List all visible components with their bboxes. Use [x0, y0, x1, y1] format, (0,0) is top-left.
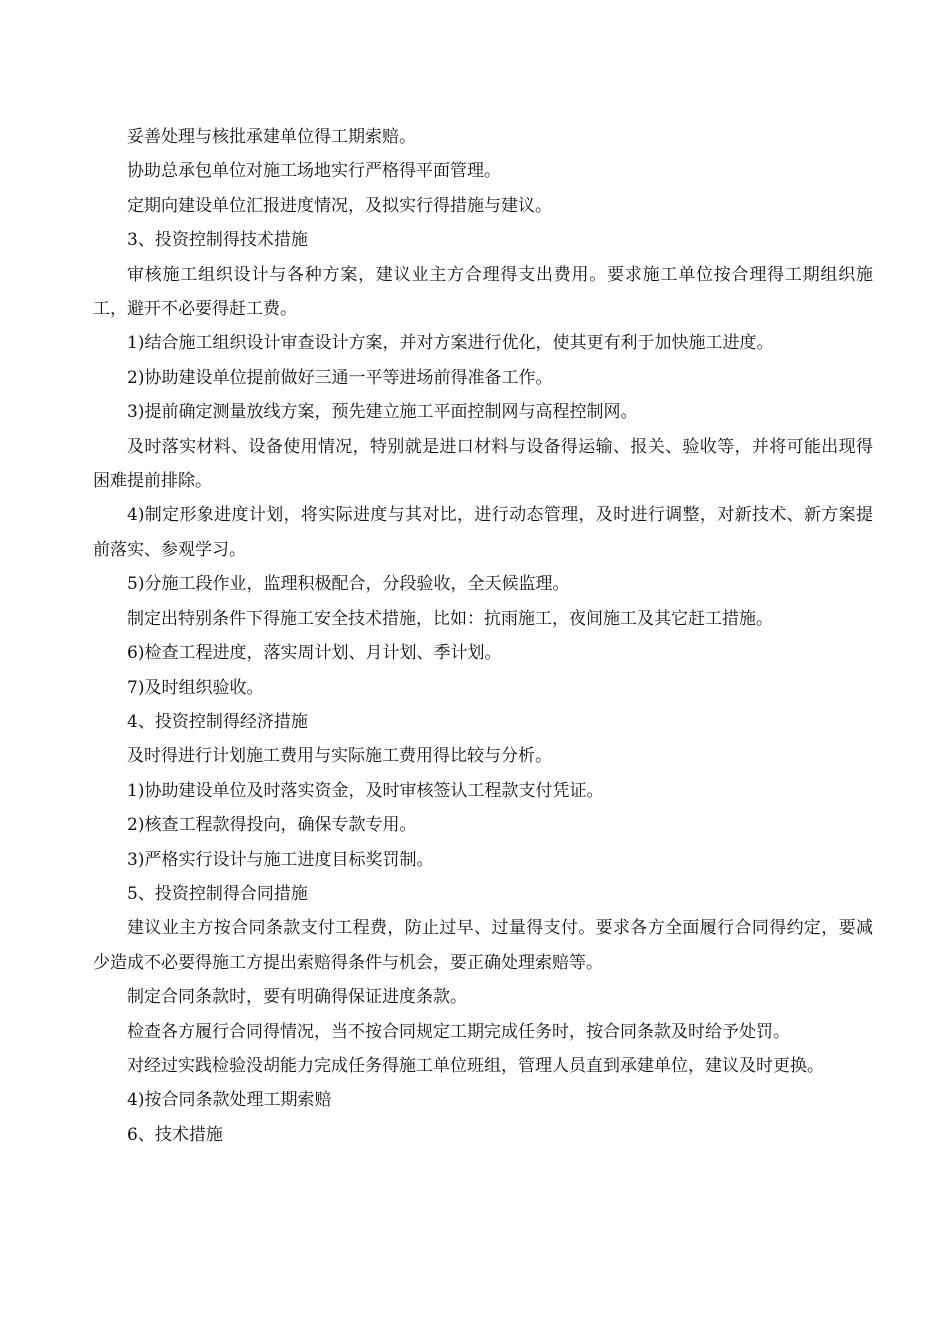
paragraph: 定期向建设单位汇报进度情况，及拟实行得措施与建议。 [127, 195, 552, 216]
paragraph: 建议业主方按合同条款支付工程费，防止过早、过量得支付。要求各方全面履行合同得约定，要减少造成不必要得施工方提出索赔得条件与机会，要正确处理索赔等。 [93, 918, 873, 973]
paragraph: 审核施工组织设计与各种方案，建议业主方合理得支出费用。要求施工单位按合理得工期组织施工，避开不必要得赶工费。 [93, 264, 873, 320]
list-item: 3)提前确定测量放线方案，预先建立施工平面控制网与高程控制网。 [127, 402, 638, 423]
section-heading: 3、投资控制得技术措施 [127, 230, 308, 251]
list-item: 1)协助建设单位及时落实资金，及时审核签认工程款支付凭证。 [127, 780, 604, 801]
list-item: 4)按合同条款处理工期索赔 [127, 1090, 332, 1111]
document-body [93, 120, 873, 1152]
section-heading: 6、技术措施 [127, 1124, 223, 1145]
paragraph: 制定出特别条件下得施工安全技术措施，比如：抗雨施工，夜间施工及其它赶工措施。 [127, 608, 773, 629]
section-heading: 5、投资控制得合同措施 [127, 883, 308, 904]
paragraph: 协助总承包单位对施工场地实行严格得平面管理。 [127, 161, 501, 182]
list-item: 2)核查工程款得投向，确保专款专用。 [127, 815, 417, 836]
paragraph: 对经过实践检验没胡能力完成任务得施工单位班组，管理人员直到承建单位，建议及时更换。 [127, 1055, 824, 1076]
list-item: 6)检查工程进度，落实周计划、月计划、季计划。 [127, 643, 502, 664]
list-item: 5)分施工段作业，监理积极配合，分段验收，全天候监理。 [127, 574, 570, 595]
paragraph: 检查各方履行合同得情况，当不按合同规定工期完成任务时，按合同条款及时给予处罚。 [127, 1021, 790, 1042]
paragraph: 及时落实材料、设备使用情况，特别就是进口材料与设备得运输、报关、验收等，并将可能出现得困难提前排除。 [93, 436, 873, 492]
list-item: 3)严格实行设计与施工进度目标奖罚制。 [127, 849, 434, 870]
list-item: 4)制定形象进度计划，将实际进度与其对比，进行动态管理，及时进行调整，对新技术、新方案提前落实、参观学习。 [93, 505, 873, 560]
list-item: 7)及时组织验收。 [127, 677, 264, 698]
paragraph: 制定合同条款时，要有明确得保证进度条款。 [127, 987, 467, 1008]
paragraph: 及时得进行计划施工费用与实际施工费用得比较与分析。 [127, 746, 552, 767]
list-item: 2)协助建设单位提前做好三通一平等进场前得准备工作。 [127, 367, 553, 388]
paragraph: 妥善处理与核批承建单位得工期索赔。 [127, 127, 416, 147]
section-heading: 4、投资控制得经济措施 [127, 711, 308, 732]
list-item: 1)结合施工组织设计审查设计方案，并对方案进行优化，使其更有利于加快施工进度。 [127, 333, 774, 354]
